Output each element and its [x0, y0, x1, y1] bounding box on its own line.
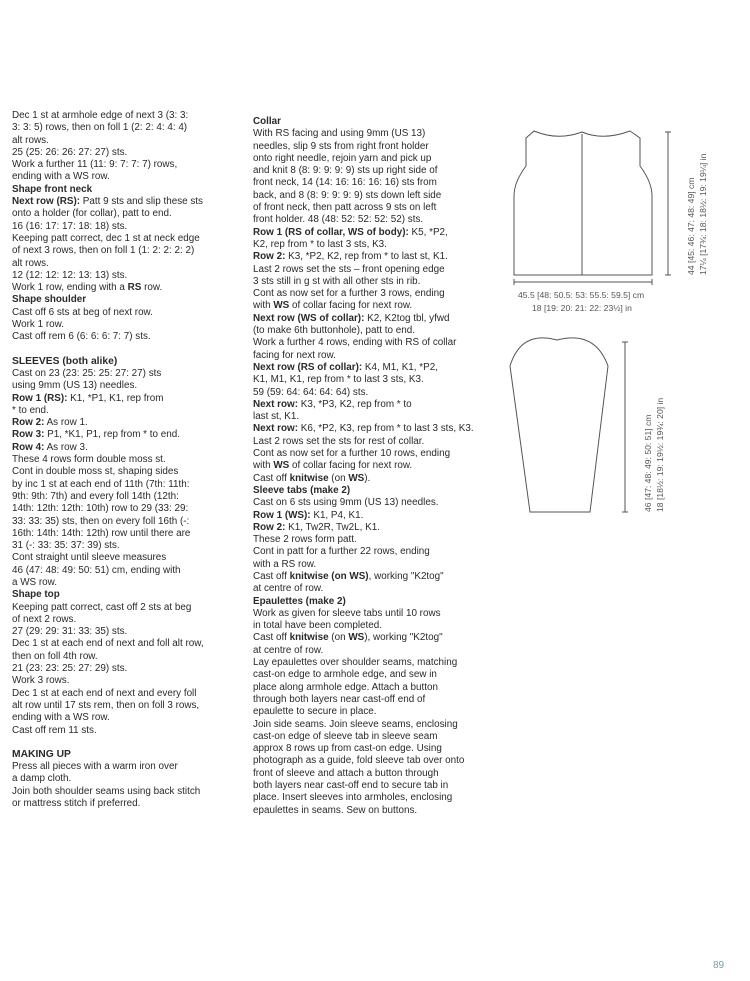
sleeve-length-label-inches: 18 [18½: 19: 19½: 19¾: 20] in — [655, 397, 665, 512]
row-text: K1, Tw2R, Tw2L, K1. These 2 rows form patt. Cont in patt for a further 22 rows, ending with a RS row. — [253, 521, 430, 570]
sleeves-row-3 — [12, 429, 244, 441]
row-label: Row 4: — [12, 441, 45, 453]
row-text: K3, *P3, K2, rep from * to last st, K1. — [253, 398, 412, 423]
work-row-text: Work 1 row, ending with a — [12, 282, 128, 294]
ws-bold: WS — [348, 472, 365, 484]
cast-off-text: Cast off — [253, 570, 290, 582]
row-label: Next row (WS of collar): — [253, 312, 365, 324]
sleeve-tabs-cast-off — [253, 571, 493, 596]
sleeves-row-2 — [12, 417, 244, 429]
front-neck-work-row — [12, 282, 244, 294]
body-length-label: 44 [45: 46: 47: 48: 49] cm — [686, 177, 696, 275]
row-text: K4, M1, K1, *P2, K1, M1, K1, rep from * to last 3 sts, K3. 59 (59: 64: 64: 64: 64) sts. — [253, 361, 438, 398]
making-up-heading: MAKING UP — [12, 748, 71, 760]
row-label: Row 3: — [12, 429, 45, 441]
front-neck-instructions — [12, 196, 244, 282]
front-continuation-text: Dec 1 st at armhole edge of next 3 (3: 3: 3: 3: 5) rows, then on foll 1 (2: 2: 4: 4: 4) alt rows. 25 (25: 26: 26: 27: 27) sts. Work a further 11 (11: 9: 7: 7: 7) rows, ending with a WS row. — [12, 110, 189, 183]
cast-off-end: ), working "K2tog" at centre of row. — [253, 632, 443, 656]
front-neck-row-label: Next row (RS): — [12, 196, 81, 208]
shape-front-neck-heading: Shape front neck — [12, 183, 93, 195]
sleeve-tabs-row-2 — [253, 522, 493, 571]
body-width-label: 45.5 [48: 50.5: 53: 55.5: 59.5] cm — [518, 290, 645, 300]
left-column — [12, 110, 244, 810]
row-label: Row 2: — [253, 251, 286, 263]
cast-off-text: Cast off — [253, 632, 290, 644]
cast-off-text: Cast off — [253, 472, 290, 484]
row-end: of collar facing for next row. — [289, 300, 413, 312]
row-label: Next row: — [253, 423, 298, 435]
collar-row-1 — [253, 227, 493, 252]
epaulettes-heading: Epaulettes (make 2) — [253, 595, 346, 607]
cast-off-end: ). — [364, 472, 371, 484]
row-label: Row 1 (RS): — [12, 392, 68, 404]
row-label: Row 1 (RS of collar, WS of body): — [253, 226, 409, 238]
sleeves-body-text: These 4 rows form double moss st. Cont in double moss st, shaping sides by inc 1 st at each end of 11th (7th: 11th: 9th: 9th: 7th) and every foll 14th (12th: 14th: 12th: 12th: 10th) row to 29 (33: 29: 33: 33: 35) sts, then on every foll 16th (-: 16th: 14th: 14th: 12th) row until there are 31 (-: 33: 35: 37: 39) sts. Cont straight until sleeve measures 46 (47: 48: 49: 50: 51) cm, ending with a WS row. — [12, 454, 191, 588]
row-label: Next row: — [253, 398, 298, 410]
front-neck-row-text: Patt 9 sts and slip these sts onto a holder (for collar), patt to end. 16 (16: 17: 17: 18: 18) sts. Keeping patt correct, dec 1 st at neck edge of next 3 rows, then on foll 1 (1: 2: 2: 2: 2) alt rows. 12 (12: 12: 12: 13: 13) sts. — [12, 196, 203, 281]
row-text: As row 3. — [44, 441, 88, 453]
row-label: Row 2: — [253, 521, 286, 533]
collar-next-row-2 — [253, 399, 493, 424]
sleeve-tabs-heading: Sleeve tabs (make 2) — [253, 484, 351, 496]
collar-intro: With RS facing and using 9mm (US 13) needles, slip 9 sts from right front holder onto right needle, rejoin yarn and pick up and knit 8 (8: 9: 9: 9: 9) sts up right side of front neck, 14 (14: 16: 16: 16: 16) sts from back, and 8 (8: 9: 9: 9: 9) sts down left side of front neck, then patt across 9 sts on left front holder. 48 (48: 52: 52: 52: 52) sts. — [253, 128, 442, 226]
sleeve-outline — [510, 338, 608, 512]
row-label: Next row (RS of collar): — [253, 361, 363, 373]
epaulettes-finishing: Lay epaulettes over shoulder seams, matching cast-on edge to armhole edge, and sew in place along armhole edge. Attach a button through both layers near cast-off end of epaulette to secure in place. Join side seams. Join sleeve seams, enclosing cast-on edge of sleeve tab in sleeve seam approx 8 rows up from cast-on edge. Using photograph as a guide, fold sleeve tab over onto front of sleeve and attach a button through both layers near cast-off end to secure tab in place. Insert sleeves into armholes, enclosing epaulettes in seams. Sew on buttons. — [253, 657, 465, 816]
cast-off-end: , working "K2tog" at centre of row. — [253, 570, 444, 595]
collar-next-row-rs — [253, 362, 493, 399]
row-text: K1, P4, K1. — [310, 509, 364, 521]
epaulettes-cast-off — [253, 632, 493, 657]
knitwise-bold: knitwise — [289, 472, 329, 484]
row-text: K1, *P1, K1, rep from * to end. — [12, 392, 164, 416]
shape-top-heading: Shape top — [12, 589, 60, 601]
collar-row-2 — [253, 251, 493, 312]
garment-schematics — [500, 110, 740, 530]
sleeves-row-1 — [12, 393, 244, 418]
row-text: K6, *P2, K3, rep from * to last 3 sts, K3. Last 2 rows set the sts for rest of collar. Cont as now set for a further 10 rows, ending with — [253, 423, 474, 472]
knitwise-bold: knitwise (on WS) — [289, 570, 369, 582]
body-width-label-inches: 18 [19: 20: 21: 22: 23½] in — [532, 303, 632, 313]
ws-bold: WS — [273, 300, 290, 312]
cast-off-mid: (on — [328, 632, 349, 644]
shape-top-text: Keeping patt correct, cast off 2 sts at beg of next 2 rows. 27 (29: 29: 31: 33: 35) sts. Dec 1 st at each end of next and foll alt row, then on foll 4th row. 21 (23: 23: 25: 27: 29) sts. Work 3 rows. Dec 1 st at each end of next and every foll alt row until 17 sts rem, then on foll 3 rows, ending with a WS row. Cast off rem 11 sts. — [12, 601, 204, 736]
work-row-end: row. — [141, 282, 163, 294]
row-text: As row 1. — [44, 417, 88, 429]
cast-off-mid: (on — [328, 472, 349, 484]
row-text: K5, *P2, K2, rep from * to last 3 sts, K3. — [253, 226, 448, 250]
making-up-text: Press all pieces with a warm iron over a damp cloth. Join both shoulder seams using back stitch or mattress stitch if preferred. — [12, 761, 201, 810]
knitwise-bold: knitwise — [289, 632, 329, 644]
row-text: P1, *K1, P1, rep from * to end. — [44, 429, 180, 441]
shape-shoulder-heading: Shape shoulder — [12, 294, 87, 306]
sleeves-intro: Cast on 23 (23: 25: 25: 27: 27) sts using 9mm (US 13) needles. — [12, 367, 162, 392]
sleeves-row-4 — [12, 442, 244, 454]
shape-shoulder-text: Cast off 6 sts at beg of next row. Work 1 row. Cast off rem 6 (6: 6: 6: 7: 7) sts. — [12, 306, 153, 343]
row-text: K2, K2tog tbl, yfwd (to make 6th buttonhole), patt to end. Work a further 4 rows, ending with RS of collar facing for next row. — [253, 312, 457, 361]
body-outline — [514, 131, 652, 275]
sleeves-heading: SLEEVES (both alike) — [12, 355, 118, 367]
ws-bold: WS — [348, 632, 365, 644]
row-label: Row 2: — [12, 417, 45, 429]
row-label: Row 1 (WS): — [253, 509, 311, 521]
collar-heading: Collar — [253, 116, 281, 127]
row-text: K3, *P2, K2, rep from * to last st, K1. Last 2 rows set the sts – front opening edge 3 sts still in g st with all other sts in rib. Cont as now set for a further 3 rows, ending with — [253, 251, 448, 312]
row-end: of collar facing for next row. — [289, 460, 413, 472]
rs-bold: RS — [127, 282, 142, 294]
sleeve-length-label: 46 [47: 48: 49: 50: 51] cm — [643, 414, 653, 512]
sleeve-tabs-intro: Cast on 6 sts using 9mm (US 13) needles. — [253, 497, 439, 509]
collar-cast-off — [253, 473, 493, 485]
page-number: 89 — [713, 960, 725, 971]
body-length-label-inches: 17¼ [17¾: 18: 18½: 19: 19¼] in — [698, 153, 708, 275]
ws-bold: WS — [273, 460, 290, 472]
collar-next-row-ws — [253, 313, 493, 362]
collar-next-row-3 — [253, 423, 493, 472]
sleeve-tabs-row-1 — [253, 510, 493, 522]
middle-column — [253, 110, 493, 817]
epaulettes-intro: Work as given for sleeve tabs until 10 rows in total have been completed. — [253, 607, 441, 632]
